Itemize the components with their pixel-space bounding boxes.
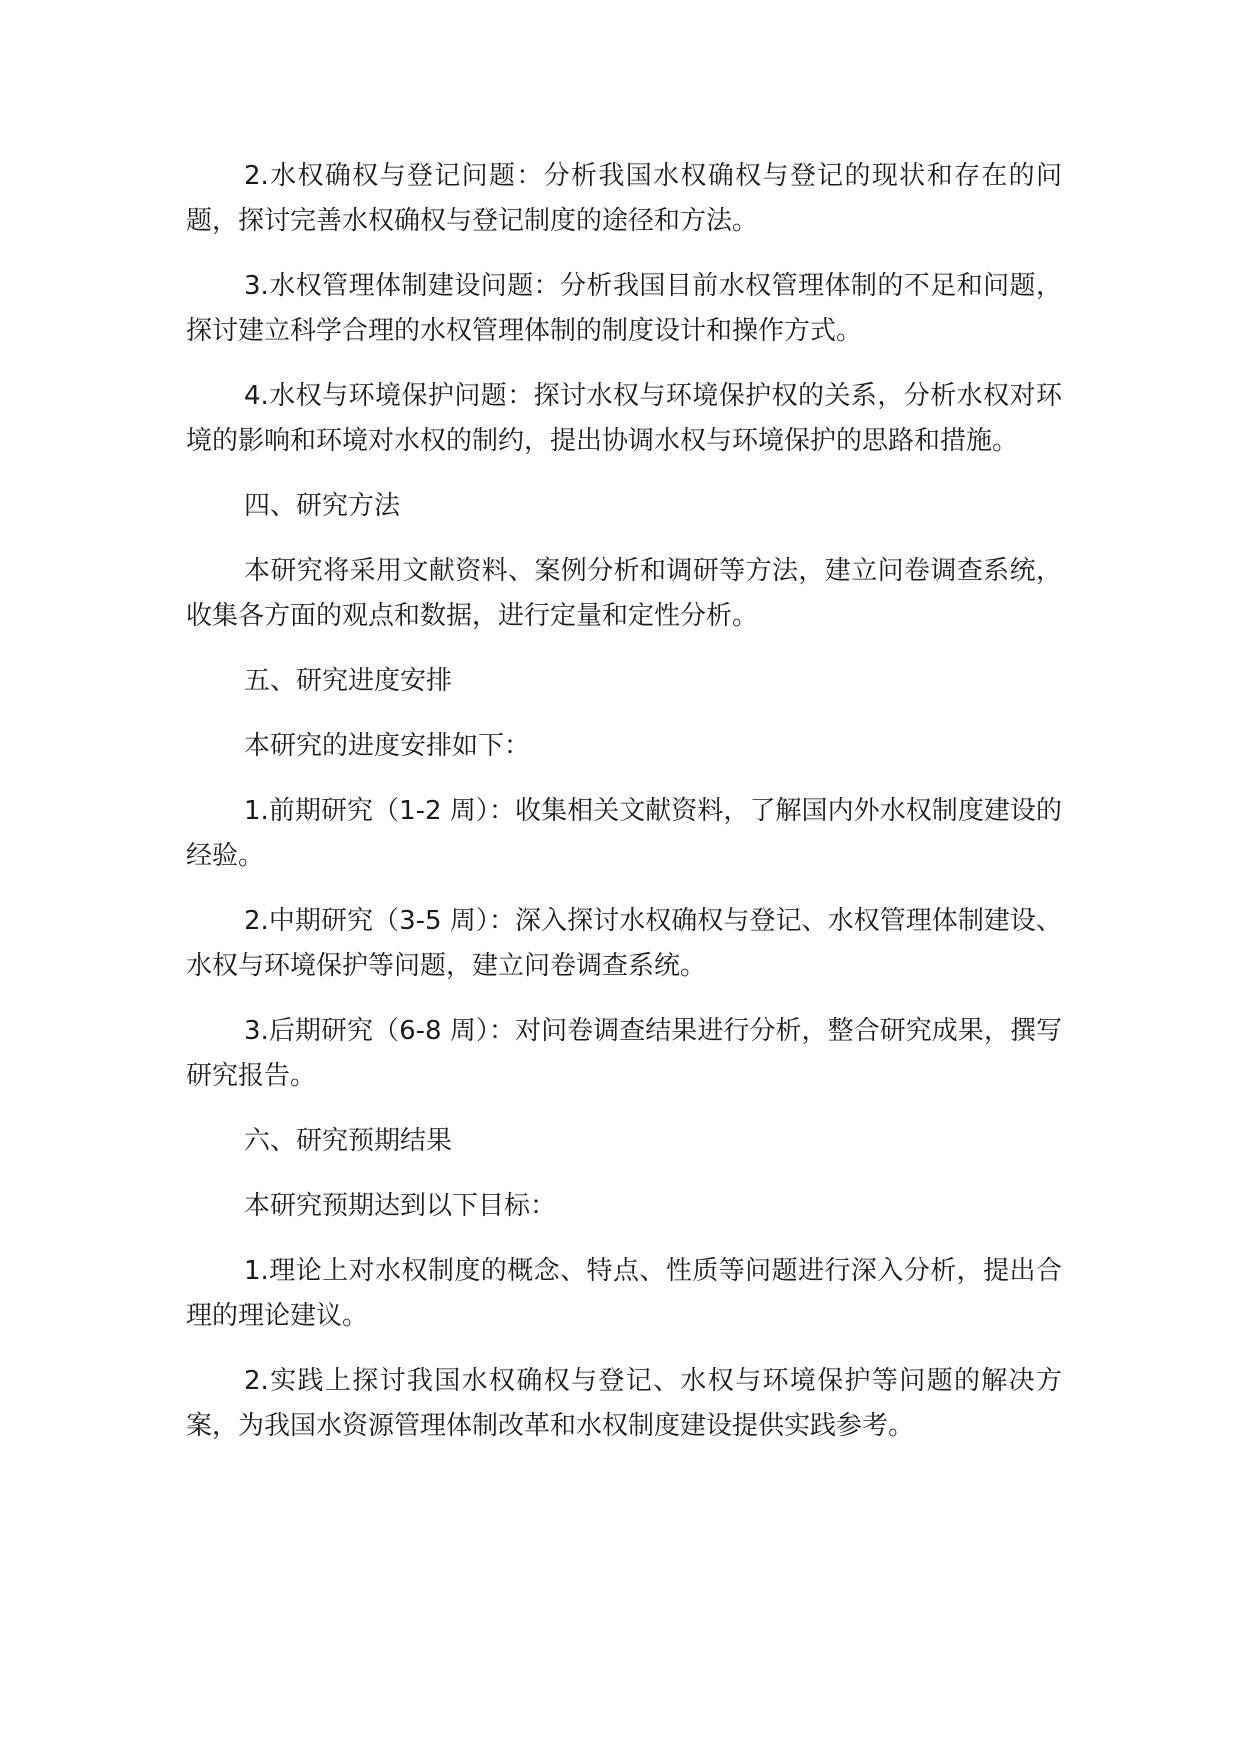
- paragraph-expected-intro: 本研究预期达到以下目标：: [244, 1191, 557, 1221]
- paragraph-expected-practice: 2.实践上探讨我国水权确权与登记、水权与环境保护等问题的解决方案，为我国水资源管理体制改革和水权制度建设提供实践参考。: [186, 1366, 1062, 1441]
- paragraph-schedule-middle: 2.中期研究（3-5 周）：深入探讨水权确权与登记、水权管理体制建设、水权与环境保护等问题，建立问卷调查系统。: [186, 906, 1062, 981]
- paragraph-water-rights-registration: 2.水权确权与登记问题：分析我国水权确权与登记的现状和存在的问题，探讨完善水权确权与登记制度的途径和方法。: [186, 161, 1062, 236]
- section-heading-research-methods: 四、研究方法: [244, 491, 401, 521]
- paragraph-schedule-early: 1.前期研究（1-2 周）：收集相关文献资料，了解国内外水权制度建设的经验。: [186, 796, 1062, 871]
- document-body: [186, 154, 1062, 1469]
- paragraph-management-system: 3.水权管理体制建设问题：分析我国目前水权管理体制的不足和问题，探讨建立科学合理的水权管理体制的制度设计和操作方式。: [186, 271, 1062, 346]
- paragraph-research-methods: 本研究将采用文献资料、案例分析和调研等方法，建立问卷调查系统，收集各方面的观点和数据，进行定量和定性分析。: [186, 556, 1062, 631]
- paragraph-schedule-late: 3.后期研究（6-8 周）：对问卷调查结果进行分析，整合研究成果，撰写研究报告。: [186, 1016, 1062, 1091]
- paragraph-environmental-protection: 4.水权与环境保护问题：探讨水权与环境保护权的关系，分析水权对环境的影响和环境对水权的制约，提出协调水权与环境保护的思路和措施。: [186, 381, 1062, 456]
- section-heading-schedule: 五、研究进度安排: [244, 666, 453, 696]
- paragraph-schedule-intro: 本研究的进度安排如下：: [244, 731, 531, 761]
- paragraph-expected-theory: 1.理论上对水权制度的概念、特点、性质等问题进行深入分析，提出合理的理论建议。: [186, 1256, 1062, 1331]
- section-heading-expected-results: 六、研究预期结果: [244, 1126, 453, 1156]
